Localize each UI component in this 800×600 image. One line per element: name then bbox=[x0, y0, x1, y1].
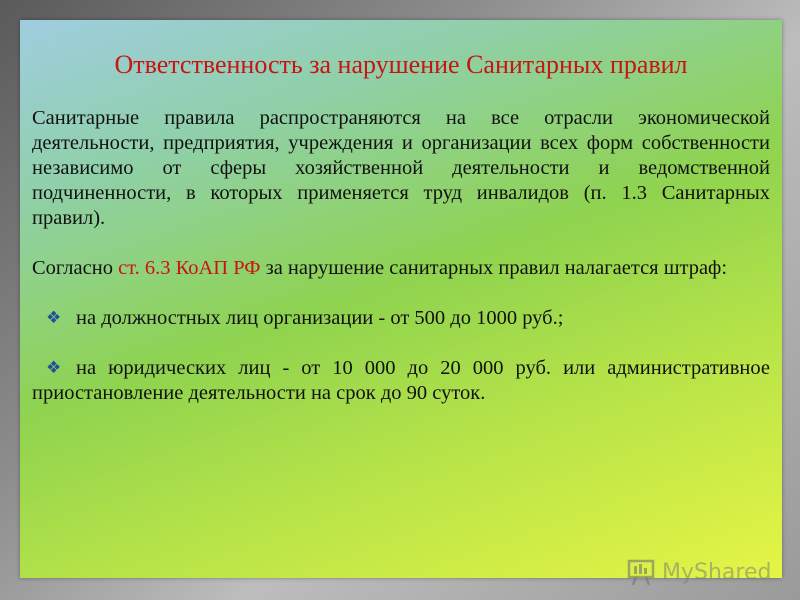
paragraph-penalty-end: за нарушение санитарных правил налагается штраф: bbox=[260, 257, 728, 279]
slide bbox=[20, 20, 782, 585]
bullet-text: на должностных лиц организации - от 500 до 1000 руб.; bbox=[76, 307, 564, 329]
paragraph-penalty bbox=[32, 256, 770, 281]
presentation-board-icon bbox=[626, 557, 656, 587]
paragraph-scope: Санитарные правила распространяются на все отрасли экономической деятельности, предприятия, учреждения и организации всех форм собственности независимо от сферы хозяйственной деятельности и ведомственной подчиненности, в которых применяется труд инвалидов (п. 1.3 Санитарных правил). bbox=[32, 107, 770, 229]
slide-body bbox=[32, 106, 770, 406]
watermark bbox=[626, 556, 771, 588]
bullet-item-legal-entities bbox=[32, 356, 770, 406]
spacer bbox=[32, 331, 770, 356]
diamond-bullet-icon: ❖ bbox=[46, 308, 62, 328]
paragraph-penalty-start: Согласно bbox=[32, 257, 119, 279]
bullet-item-officials bbox=[32, 306, 770, 331]
spacer bbox=[32, 281, 770, 306]
spacer bbox=[32, 231, 770, 256]
diamond-bullet-icon: ❖ bbox=[46, 358, 62, 378]
slide-title: Ответственность за нарушение Санитарных правил bbox=[114, 50, 688, 79]
watermark-text: MyShared bbox=[662, 559, 772, 585]
bullet-text: на юридических лиц - от 10 000 до 20 000 руб. или административное приостановление деятельности на срок до 90 суток. bbox=[32, 357, 770, 404]
law-reference: ст. 6.3 КоАП РФ bbox=[118, 257, 261, 279]
